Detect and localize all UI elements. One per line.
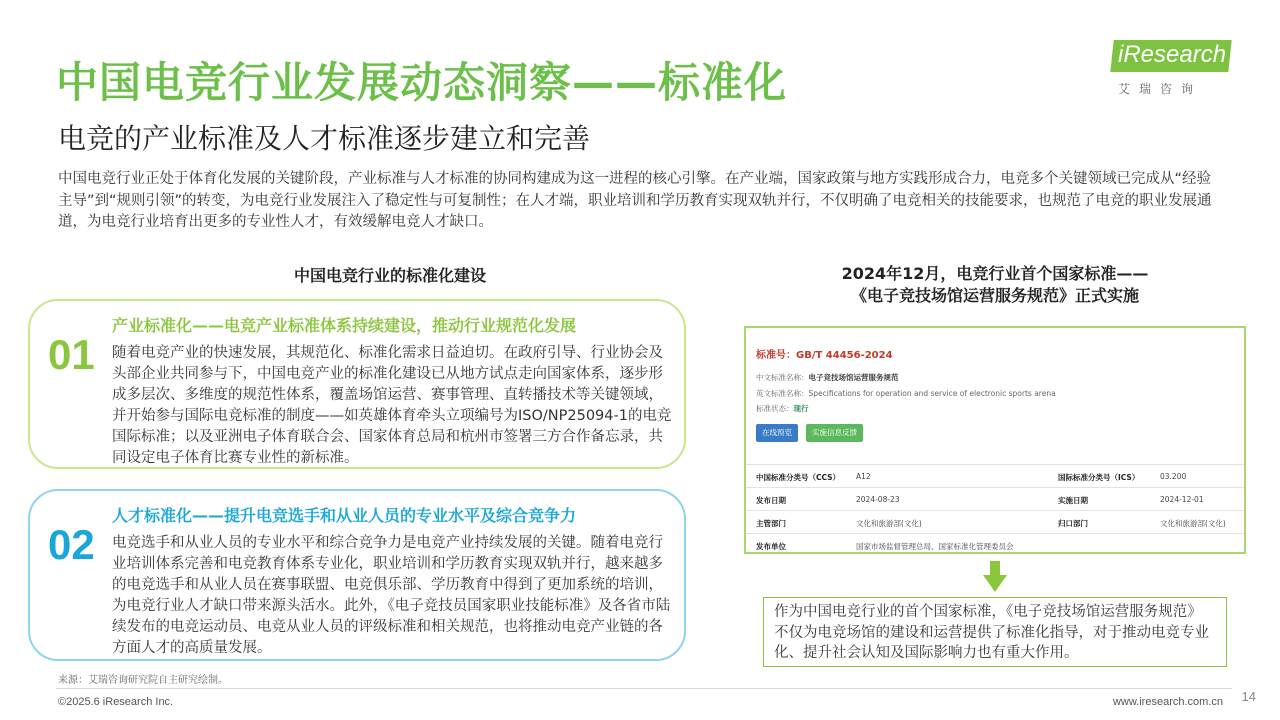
website-link[interactable]: www.iresearch.com.cn <box>1112 696 1223 708</box>
table-cell: 03.200 <box>1160 472 1187 481</box>
table-cell: 归口部门 <box>1058 519 1088 528</box>
table-row <box>746 534 1244 557</box>
card-body: 随着电竞产业的快速发展，其规范化、标准化需求日益迫切。在政府引导、行业协会及头部企业共同参与下，中国电竞产业的标准化建设已从地方试点走向国家体系，逐步形成多层次、多维度的规范性体系，覆盖场馆运营、赛事管理、直转播技术等关键领域，并开始参与国际电竞标准的制度——如英雄体育牵头立项编号为ISO/NP25094-1的电竞国际标准；以及亚洲电子体育联合会、国家体育总局和杭州市签署三方合作备忘录，共同设定电子体育比赛专业性的新标准。 <box>112 345 672 466</box>
logo-chinese: 艾瑞咨询 <box>1118 82 1203 96</box>
table-cell: 2024-12-01 <box>1160 495 1204 504</box>
logo-brand: iResearch <box>1118 41 1227 68</box>
right-heading-line1: 2024年12月，电竞行业首个国家标准—— <box>841 264 1149 283</box>
standard-info-table <box>746 464 1244 557</box>
standard-number-value: GB/T 44456-2024 <box>796 350 893 361</box>
table-cell: 2024-08-23 <box>856 495 900 504</box>
footer-divider <box>56 688 1232 689</box>
intro-paragraph: 中国电竞行业正处于体育化发展的关键阶段，产业标准与人才标准的协同构建成为这一进程的核心引擎。在产业端，国家政策与地方实践形成合力，电竞多个关键领域已完成从“经验主导”到“规则引领”的转变，为电竞行业发展注入了稳定性与可复制性；在人才端，职业培训和学历教育实现双轨并行，不仅明确了电竞相关的技能要求，也规范了电竞的职业发展通道，为电竞行业培育出更多的专业性人才，有效缓解电竞人才缺口。 <box>58 171 1212 230</box>
copyright: ©2025.6 iResearch Inc. <box>58 696 174 708</box>
table-cell: A12 <box>856 472 871 481</box>
status-label: 标准状态： <box>756 404 794 413</box>
table-cell: 主管部门 <box>756 519 786 528</box>
online-preview-button[interactable]: 在线预览 <box>756 424 798 442</box>
table-cell: 国家市场监督管理总局、国家标准化管理委员会 <box>856 542 1014 551</box>
talent-standard-card <box>28 489 686 661</box>
iresearch-logo <box>1112 40 1242 100</box>
table-cell: 文化和旅游部(文化) <box>856 519 922 528</box>
industry-standard-card <box>28 299 686 469</box>
table-row <box>746 465 1244 488</box>
table-cell: 文化和旅游部(文化) <box>1160 519 1226 528</box>
down-arrow-icon <box>983 561 1007 593</box>
conclusion-box: 作为中国电竞行业的首个国家标准，《电子竞技场馆运营服务规范》不仅为电竞场馆的建设和运营提供了标准化指导，对于推动电竞专业化、提升社会认知及国际影响力也有重大作用。 <box>763 597 1227 667</box>
status-value: 现行 <box>793 404 809 413</box>
left-section-heading: 中国电竞行业的标准化建设 <box>293 266 486 285</box>
standard-status <box>756 403 809 414</box>
cn-name-value: 电子竞技场馆运营服务规范 <box>808 373 899 382</box>
table-cell: 国际标准分类号（ICS） <box>1058 473 1140 482</box>
standard-number-label: 标准号： <box>756 350 796 361</box>
table-cell: 发布单位 <box>756 542 786 551</box>
standard-number <box>756 346 893 361</box>
right-heading-line2: 《电子竞技场馆运营服务规范》正式实施 <box>850 286 1139 305</box>
en-name-label: 英文标准名称： <box>756 389 809 398</box>
table-row <box>746 511 1244 534</box>
table-cell: 发布日期 <box>756 496 786 505</box>
source-note: 来源：艾瑞咨询研究院自主研究绘制。 <box>58 675 228 686</box>
card-body: 电竞选手和从业人员的专业水平和综合竞争力是电竞产业持续发展的关键。随着电竞行业培训体系完善和电竞教育体系专业化，职业培训和学历教育实现双轨并行，越来越多的电竞选手和从业人员在赛事联盟、电竞俱乐部、学历教育中得到了更加系统的培训，为电竞行业人才缺口带来源头活水。此外，《电子竞技员国家职业技能标准》及各省市陆续发布的电竞运动员、电竞从业人员的评级标准和相关规范，也将推动电竞产业链的各方面人才的高质量发展。 <box>112 535 671 656</box>
table-cell: 实施日期 <box>1058 496 1088 505</box>
standard-cn-name <box>756 372 899 383</box>
table-row <box>746 488 1244 511</box>
feedback-button[interactable]: 实施信息反馈 <box>806 424 863 442</box>
card-title: 人才标准化——提升电竞选手和从业人员的专业水平及综合竞争力 <box>112 506 577 525</box>
standard-en-name <box>756 388 1056 399</box>
card-title: 产业标准化——电竞产业标准体系持续建设，推动行业规范化发展 <box>112 316 577 335</box>
en-name-value: Specifications for operation and service of electronic sports arena <box>808 389 1056 398</box>
card-number: 01 <box>48 331 95 378</box>
right-section-heading <box>760 263 1230 307</box>
table-cell: 中国标准分类号（CCS） <box>756 473 841 482</box>
page-number: 14 <box>1241 689 1256 704</box>
page-subtitle: 电竞的产业标准及人才标准逐步建立和完善 <box>58 122 591 155</box>
page-title: 中国电竞行业发展动态洞察——标准化 <box>56 58 788 107</box>
card-number: 02 <box>48 521 95 568</box>
standard-screenshot <box>744 326 1246 554</box>
cn-name-label: 中文标准名称： <box>756 373 809 382</box>
